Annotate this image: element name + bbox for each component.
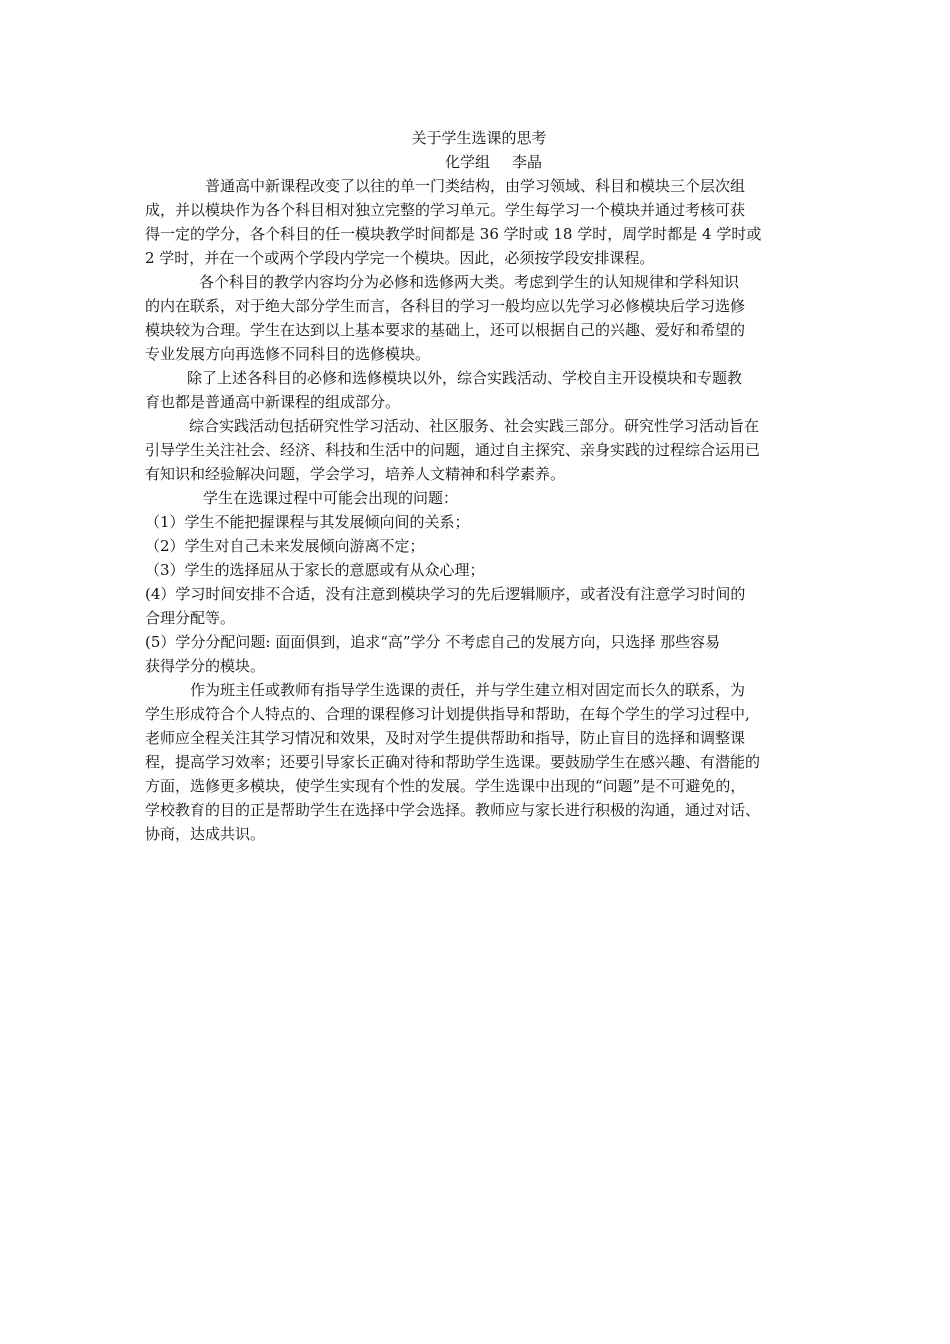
list-item: （3）学生的选择屈从于家长的意愿或有从众心理； xyxy=(145,561,485,579)
list-item: （2）学生对自己未来发展倾向游离不定； xyxy=(145,537,425,555)
list-item: (5）学分分配问题: 面面俱到，追求“高”学分 不考虑自己的发展方向，只选择 那些容易 xyxy=(145,633,721,651)
text-line: 成，并以模块作为各个科目相对独立完整的学习单元。学生每学习一个模块并通过考核可获 xyxy=(145,201,746,219)
text-line: 专业发展方向再选修不同科目的选修模块。 xyxy=(145,345,431,363)
text-line: 除了上述各科目的必修和选修模块以外，综合实践活动、学校自主开设模块和专题教 xyxy=(187,369,743,387)
text-line: 协商，达成共识。 xyxy=(145,825,266,843)
list-item: (4）学习时间安排不合适，没有注意到模块学习的先后逻辑顺序，或者没有注意学习时间的 xyxy=(145,585,746,603)
author-group: 化学组 xyxy=(445,153,491,171)
paragraph-required-elective xyxy=(145,270,813,366)
text-line: 学校教育的目的正是帮助学生在选择中学会选择。教师应与家长进行积极的沟通，通过对话、 xyxy=(145,801,761,819)
text-line: 各个科目的教学内容均分为必修和选修两大类。考虑到学生的认知规律和学科知识 xyxy=(199,273,740,291)
author-line xyxy=(145,150,813,174)
text-line: 普通高中新课程改变了以往的单一门类结构，由学习领域、科目和模块三个层次组 xyxy=(205,177,746,195)
document-body xyxy=(145,126,813,846)
paragraph-curriculum-structure xyxy=(145,174,813,270)
list-item: 合理分配等。 xyxy=(145,609,236,627)
text-line: 方面，选修更多模块，使学生实现有个性的发展。学生选课中出现的“问题”是不可避免的， xyxy=(145,777,746,795)
list-item: 获得学分的模块。 xyxy=(145,657,266,675)
text-line: 老师应全程关注其学习情况和效果，及时对学生提供帮助和指导，防止盲目的选择和调整课 xyxy=(145,729,746,747)
text-line: 程，提高学习效率；还要引导家长正确对待和帮助学生选课。要鼓励学生在感兴趣、有潜能的 xyxy=(145,753,761,771)
paragraph-practice-activities xyxy=(145,414,813,486)
text-line: 学生形成符合个人特点的、合理的课程修习计划提供指导和帮助，在每个学生的学习过程中, xyxy=(145,705,750,723)
text-line: 得一定的学分，各个科目的任一模块教学时间都是 36 学时或 18 学时，周学时都是 4 学时或 xyxy=(145,225,762,243)
paragraph-issues-intro xyxy=(145,486,813,510)
document-title: 关于学生选课的思考 xyxy=(411,129,547,147)
text-line: 有知识和经验解决问题，学会学习，培养人文精神和科学素养。 xyxy=(145,465,566,483)
text-line: 引导学生关注社会、经济、科技和生活中的问题，通过自主探究、亲身实践的过程综合运用已 xyxy=(145,441,761,459)
paragraph-other-components xyxy=(145,366,813,414)
text-line: 的内在联系，对于绝大部分学生而言，各科目的学习一般均应以先学习必修模块后学习选修 xyxy=(145,297,746,315)
list-item: （1）学生不能把握课程与其发展倾向间的关系； xyxy=(145,513,470,531)
text-line: 育也都是普通高中新课程的组成部分。 xyxy=(145,393,401,411)
text-line: 2 学时，并在一个或两个学段内学完一个模块。因此，必须按学段安排课程。 xyxy=(145,249,655,267)
issues-list xyxy=(145,510,813,678)
text-line: 模块较为合理。学生在达到以上基本要求的基础上，还可以根据自己的兴趣、爱好和希望的 xyxy=(145,321,746,339)
paragraph-teacher-guidance xyxy=(145,678,813,846)
author-name: 李晶 xyxy=(512,153,543,171)
text-line: 综合实践活动包括研究性学习活动、社区服务、社会实践三部分。研究性学习活动旨在 xyxy=(189,417,760,435)
text-line: 学生在选课过程中可能会出现的问题： xyxy=(203,489,459,507)
text-line: 作为班主任或教师有指导学生选课的责任，并与学生建立相对固定而长久的联系，为 xyxy=(190,681,746,699)
